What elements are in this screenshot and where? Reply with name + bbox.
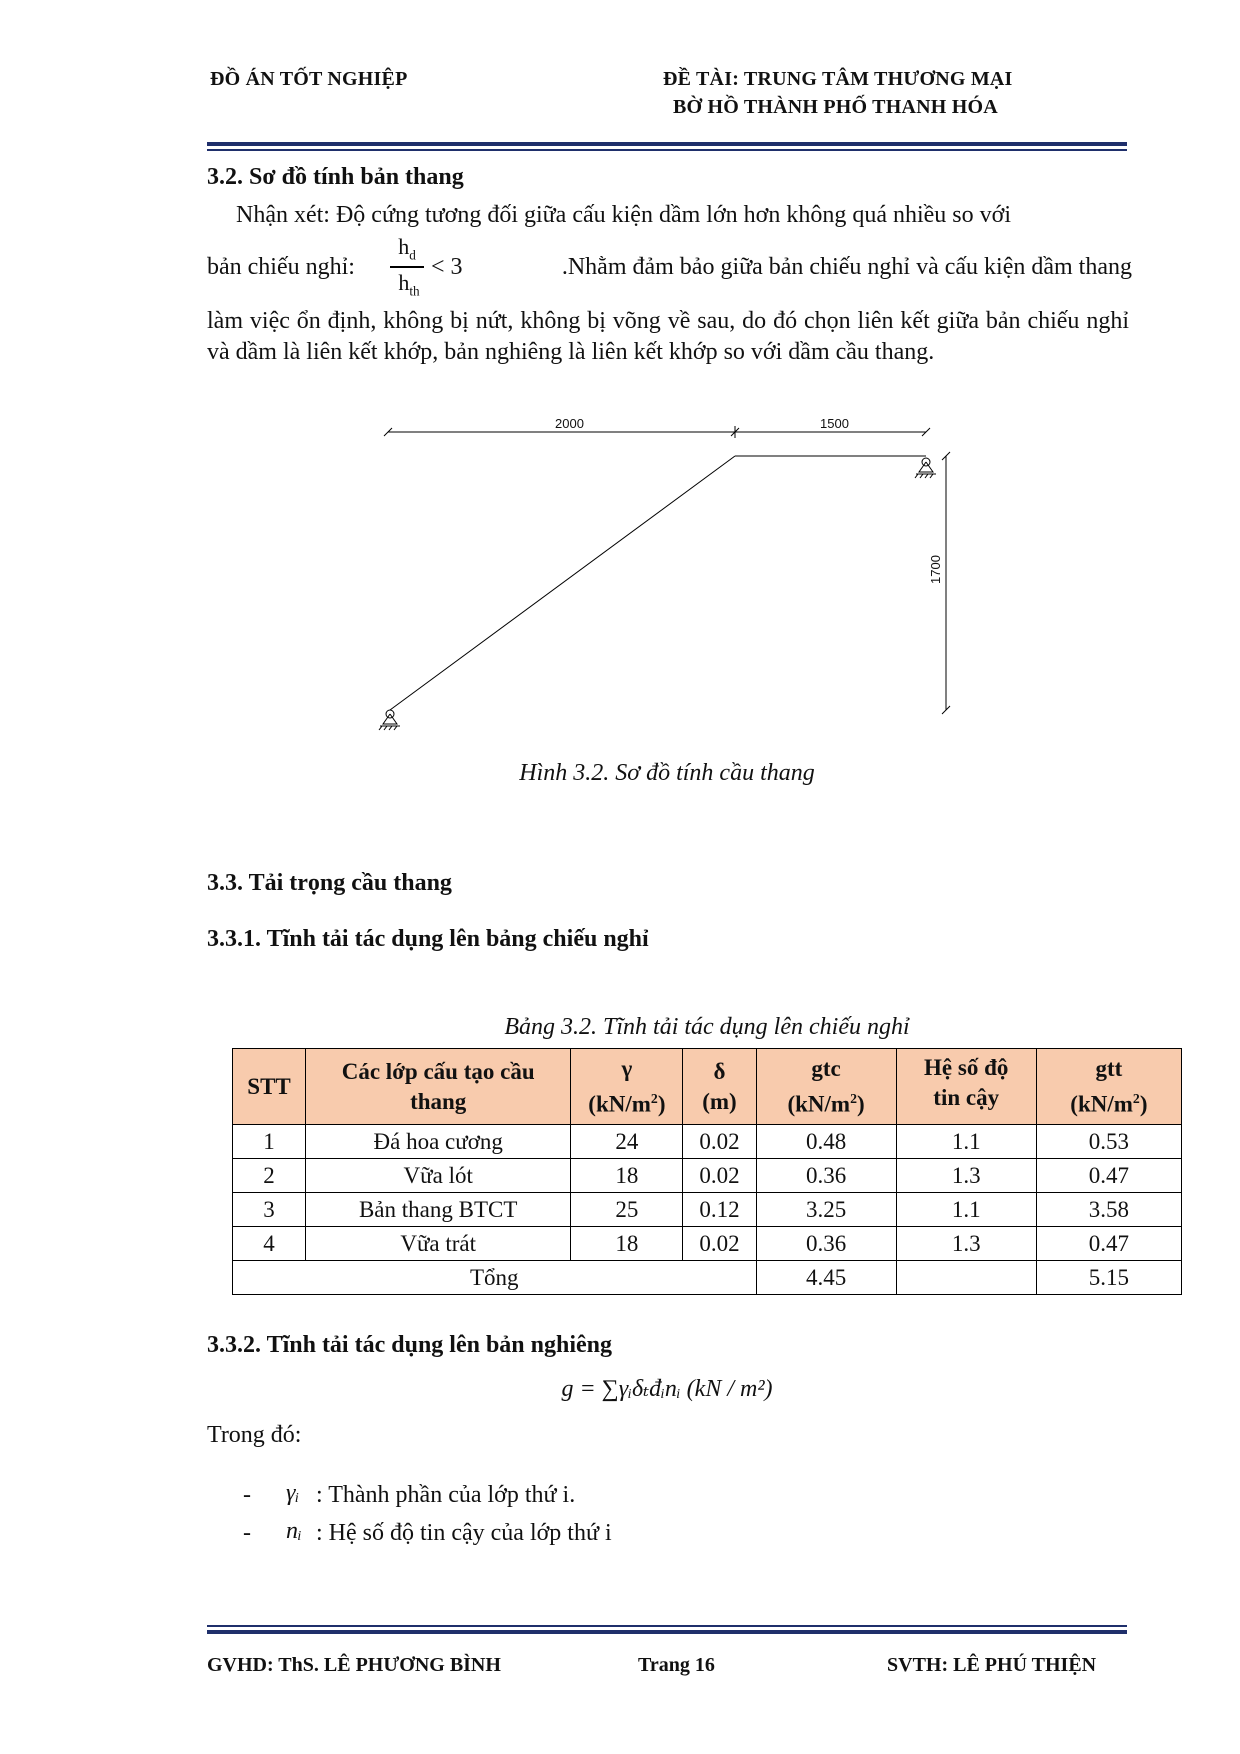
cell-delta: 0.02 — [683, 1159, 756, 1193]
header-right-line2: BỜ HỒ THÀNH PHỐ THANH HÓA — [673, 96, 998, 118]
support-left — [379, 710, 400, 730]
cell-total-label: Tổng — [233, 1261, 757, 1295]
fraction — [387, 236, 427, 300]
bullet-symbol-gamma: γᵢ — [286, 1480, 300, 1506]
fraction-denominator: $h_{th}$ — [398, 270, 420, 299]
footer-left: GVHD: ThS. LÊ PHƯƠNG BÌNH — [207, 1654, 501, 1676]
footer-right: SVTH: LÊ PHÚ THIỆN — [887, 1654, 1097, 1676]
cell-coef: 1.1 — [896, 1125, 1036, 1159]
subsection-heading-3-3-1: 3.3.1. Tĩnh tải tác dụng lên bảng chiếu nghỉ — [207, 926, 649, 952]
section-heading-3-2: 3.2. Sơ đồ tính bản thang — [207, 164, 464, 190]
cell-gtt: 0.47 — [1036, 1159, 1181, 1193]
fraction-numerator: $h_d$ — [398, 234, 416, 263]
cell-gamma: 25 — [571, 1193, 683, 1227]
cell-stt: 1 — [233, 1125, 306, 1159]
cell-total-gtt: 5.15 — [1036, 1261, 1181, 1295]
cell-delta: 0.12 — [683, 1193, 756, 1227]
cell-gtt: 0.53 — [1036, 1125, 1181, 1159]
dimension-label-1500: 1500 — [820, 416, 849, 431]
where-label: Trong đó: — [207, 1422, 302, 1448]
cell-total-gtc: 4.45 — [756, 1261, 896, 1295]
header-layers: Các lớp cấu tạo cầu thang — [306, 1049, 571, 1125]
cell-layer: Vữa trát — [306, 1227, 571, 1261]
bullet-text-2: : Hệ số độ tin cậy của lớp thứ i — [316, 1520, 612, 1546]
stair-diagram — [370, 410, 970, 740]
paragraph-line2 — [207, 236, 1132, 300]
cell-layer: Vữa lót — [306, 1159, 571, 1193]
header-right-line1: ĐỀ TÀI: TRUNG TÂM THƯƠNG MẠI — [663, 68, 1013, 90]
figure-caption: Hình 3.2. Sơ đồ tính cầu thang — [519, 760, 815, 786]
bullet-dash-1: - — [243, 1482, 251, 1508]
dimension-label-1700: 1700 — [928, 555, 943, 584]
header-left: ĐỒ ÁN TỐT NGHIỆP — [210, 68, 408, 90]
cell-stt: 3 — [233, 1193, 306, 1227]
cell-gtc: 0.36 — [756, 1159, 896, 1193]
cell-coef: 1.1 — [896, 1193, 1036, 1227]
cell-total-coef — [896, 1261, 1036, 1295]
table-caption: Bảng 3.2. Tĩnh tải tác dụng lên chiếu nghỉ — [504, 1014, 910, 1040]
section-heading-3-3: 3.3. Tải trọng cầu thang — [207, 870, 452, 896]
subsection-heading-3-3-2: 3.3.2. Tĩnh tải tác dụng lên bản nghiêng — [207, 1332, 613, 1358]
header-coef: Hệ số độ tin cậy — [896, 1049, 1036, 1125]
footer-rule-thick — [207, 1630, 1127, 1634]
table-row — [233, 1125, 1182, 1159]
fraction-relation: < 3 — [431, 254, 463, 280]
cell-gtc: 0.36 — [756, 1227, 896, 1261]
paragraph-line2-start: bản chiếu nghỉ: — [207, 254, 355, 280]
paragraph-line1: Nhận xét: Độ cứng tương đối giữa cấu kiện dầm lớn hơn không quá nhiều so với — [236, 202, 1011, 228]
dimension-label-2000: 2000 — [555, 416, 584, 431]
bullet-dash-2: - — [243, 1520, 251, 1546]
table-row — [233, 1227, 1182, 1261]
cell-coef: 1.3 — [896, 1227, 1036, 1261]
header-rule-thick — [207, 142, 1127, 146]
cell-stt: 4 — [233, 1227, 306, 1261]
cell-gamma: 18 — [571, 1227, 683, 1261]
cell-layer: Bản thang BTCT — [306, 1193, 571, 1227]
table-row — [233, 1193, 1182, 1227]
header-rule-thin — [207, 149, 1127, 151]
header-delta: δ (m) — [683, 1049, 756, 1125]
cell-delta: 0.02 — [683, 1125, 756, 1159]
cell-coef: 1.3 — [896, 1159, 1036, 1193]
paragraph-line2-end: .Nhằm đảm bảo giữa bản chiếu nghỉ và cấu kiện dầm thang — [561, 254, 1132, 280]
slope-line — [390, 456, 735, 710]
table-row — [233, 1159, 1182, 1193]
header-stt: STT — [233, 1049, 306, 1125]
table-total-row — [233, 1261, 1182, 1295]
header-gamma: γ $(kN/m^2)$ — [571, 1049, 683, 1125]
paragraph-rest: làm việc ổn định, không bị nứt, không bị võng về sau, do đó chọn liên kết giữa bản chiếu nghỉ và dầm là liên kết khớp, bản nghiêng là liên kết khớp so với dầm cầu thang. — [207, 308, 1129, 365]
support-right — [915, 458, 936, 478]
load-table — [232, 1048, 1182, 1295]
cell-gtc: 0.48 — [756, 1125, 896, 1159]
cell-layer: Đá hoa cương — [306, 1125, 571, 1159]
bullet-text-1: : Thành phần của lớp thứ i. — [316, 1482, 576, 1508]
cell-gamma: 18 — [571, 1159, 683, 1193]
cell-gtt: 3.58 — [1036, 1193, 1181, 1227]
fraction-bar — [390, 266, 424, 268]
footer-page: Trang 16 — [638, 1654, 715, 1676]
table-header-row — [233, 1049, 1182, 1125]
cell-gtt: 0.47 — [1036, 1227, 1181, 1261]
load-formula: g = ∑γᵢδₜđᵢnᵢ (kN / m²) — [561, 1376, 773, 1402]
footer-rule-thin — [207, 1625, 1127, 1627]
header-gtc: gtc $(kN/m^2)$ — [756, 1049, 896, 1125]
bullet-symbol-n: nᵢ — [286, 1518, 302, 1544]
cell-gtc: 3.25 — [756, 1193, 896, 1227]
cell-stt: 2 — [233, 1159, 306, 1193]
cell-delta: 0.02 — [683, 1227, 756, 1261]
cell-gamma: 24 — [571, 1125, 683, 1159]
header-gtt: gtt $(kN/m^2)$ — [1036, 1049, 1181, 1125]
